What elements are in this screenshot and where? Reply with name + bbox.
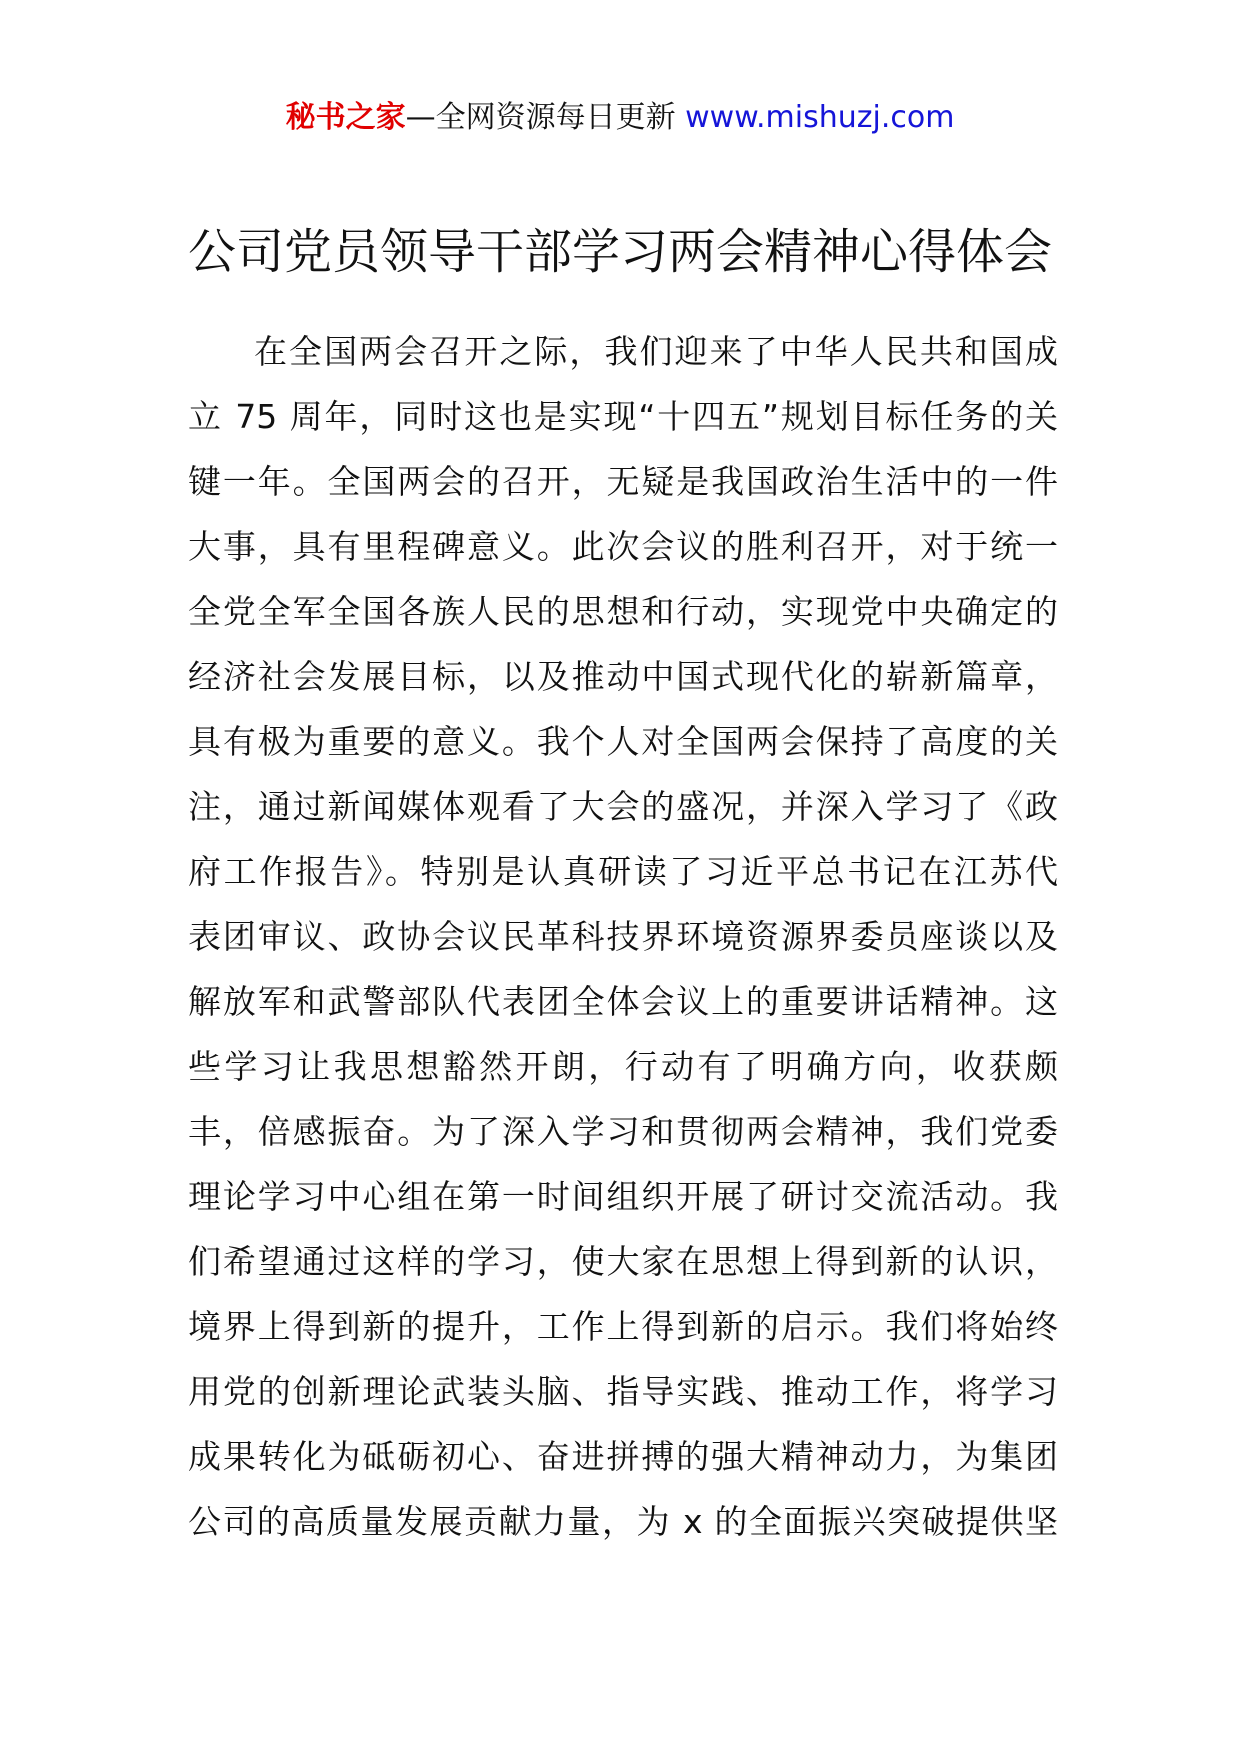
- paragraph-line: 境界上得到新的提升，工作上得到新的启示。我们将始终: [188, 1307, 1058, 1346]
- paragraph-line: 成果转化为砥砺初心、奋进拼搏的强大精神动力，为集团: [188, 1437, 1058, 1476]
- paragraph-line: 解放军和武警部队代表团全体会议上的重要讲话精神。这: [188, 982, 1058, 1021]
- paragraph-line: 公司的高质量发展贡献力量，为 x 的全面振兴突破提供坚: [188, 1502, 1058, 1541]
- site-header: [0, 98, 1240, 138]
- header-tagline: —全网资源每日更新: [405, 100, 686, 135]
- paragraph-line: 在全国两会召开之际，我们迎来了中华人民共和国成: [254, 332, 1058, 371]
- paragraph-line: 立 75 周年，同时这也是实现“十四五”规划目标任务的关: [188, 397, 1058, 436]
- document-title: 公司党员领导干部学习两会精神心得体会: [187, 224, 1052, 280]
- paragraph-line: 注，通过新闻媒体观看了大会的盛况，并深入学习了《政: [188, 787, 1058, 826]
- paragraph-line: 全党全军全国各族人民的思想和行动，实现党中央确定的: [188, 592, 1058, 631]
- paragraph-line: 些学习让我思想豁然开朗，行动有了明确方向，收获颇: [188, 1047, 1058, 1086]
- paragraph-line: 具有极为重要的意义。我个人对全国两会保持了高度的关: [188, 722, 1058, 761]
- paragraph-line: 表团审议、政协会议民革科技界环境资源界委员座谈以及: [188, 917, 1058, 956]
- site-url-link[interactable]: www.mishuzj.com: [685, 100, 955, 135]
- body-paragraph: [188, 319, 1058, 1554]
- paragraph-line: 丰，倍感振奋。为了深入学习和贯彻两会精神，我们党委: [188, 1112, 1058, 1151]
- paragraph-line: 府工作报告》。特别是认真研读了习近平总书记在江苏代: [188, 852, 1058, 891]
- paragraph-line: 大事，具有里程碑意义。此次会议的胜利召开，对于统一: [188, 527, 1058, 566]
- paragraph-line: 键一年。全国两会的召开，无疑是我国政治生活中的一件: [188, 462, 1058, 501]
- brand-name: 秘书之家: [285, 100, 406, 135]
- paragraph-line: 经济社会发展目标，以及推动中国式现代化的崭新篇章，: [188, 657, 1058, 696]
- paragraph-line: 用党的创新理论武装头脑、指导实践、推动工作，将学习: [188, 1372, 1058, 1411]
- paragraph-line: 们希望通过这样的学习，使大家在思想上得到新的认识，: [188, 1242, 1058, 1281]
- paragraph-line: 理论学习中心组在第一时间组织开展了研讨交流活动。我: [188, 1177, 1058, 1216]
